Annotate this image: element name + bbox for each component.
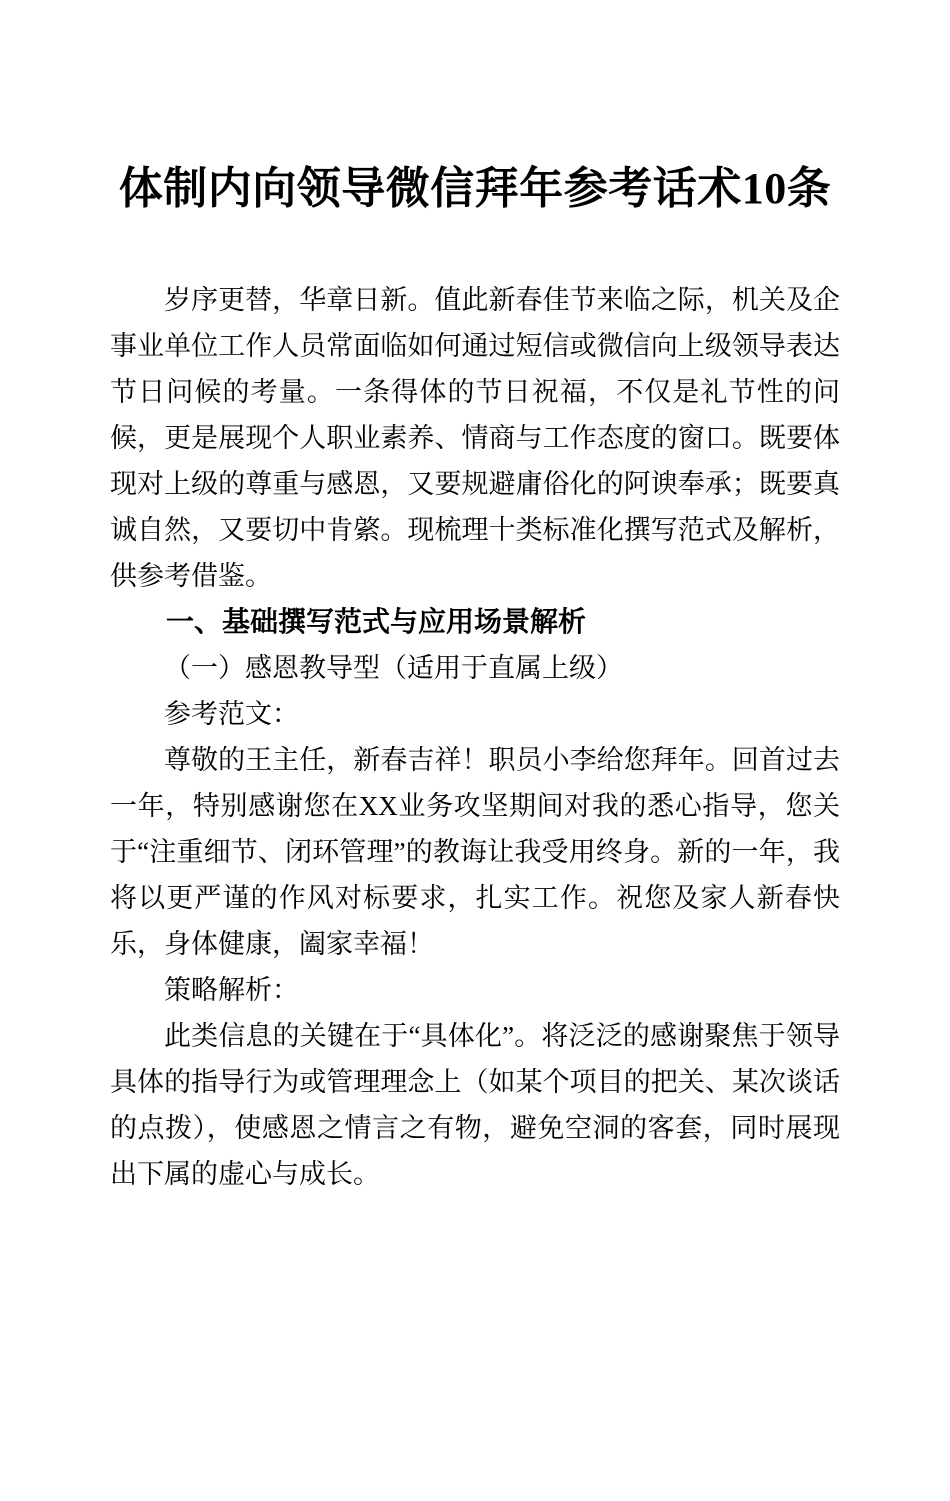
sample-paragraph: 尊敬的王主任，新春吉祥！职员小李给您拜年。回首过去一年，特别感谢您在XX业务攻坚期间对我的悉心指导，您关于“注重细节、闭环管理”的教诲让我受用终身。新的一年，我将以更严谨的作风对标要求，扎实工作。祝您及家人新春快乐，身体健康，阖家幸福！ xyxy=(110,745,840,959)
section-heading: 一、基础撰写范式与应用场景解析 xyxy=(166,606,587,637)
sample-label: 参考范文： xyxy=(164,699,299,729)
document-title: 体制内向领导微信拜年参考话术10条 xyxy=(118,164,832,213)
analysis-paragraph: 此类信息的关键在于“具体化”。将泛泛的感谢聚焦于领导具体的指导行为或管理理念上（如某个项目的把关、某次谈话的点拨），使感恩之情言之有物，避免空洞的客套，同时展现出下属的虚心与成长。 xyxy=(110,1021,840,1189)
subsection-heading: （一）感恩教导型（适用于直属上级） xyxy=(164,653,623,683)
intro-paragraph: 岁序更替，华章日新。值此新春佳节来临之际，机关及企事业单位工作人员常面临如何通过短信或微信向上级领导表达节日问候的考量。一条得体的节日祝福，不仅是礼节性的问候，更是展现个人职业素养、情商与工作态度的窗口。既要体现对上级的尊重与感恩，又要规避庸俗化的阿谀奉承；既要真诚自然，又要切中肯綮。现梳理十类标准化撰写范式及解析，供参考借鉴。 xyxy=(110,285,840,591)
document-page xyxy=(0,157,950,1501)
analysis-label: 策略解析： xyxy=(164,975,299,1005)
